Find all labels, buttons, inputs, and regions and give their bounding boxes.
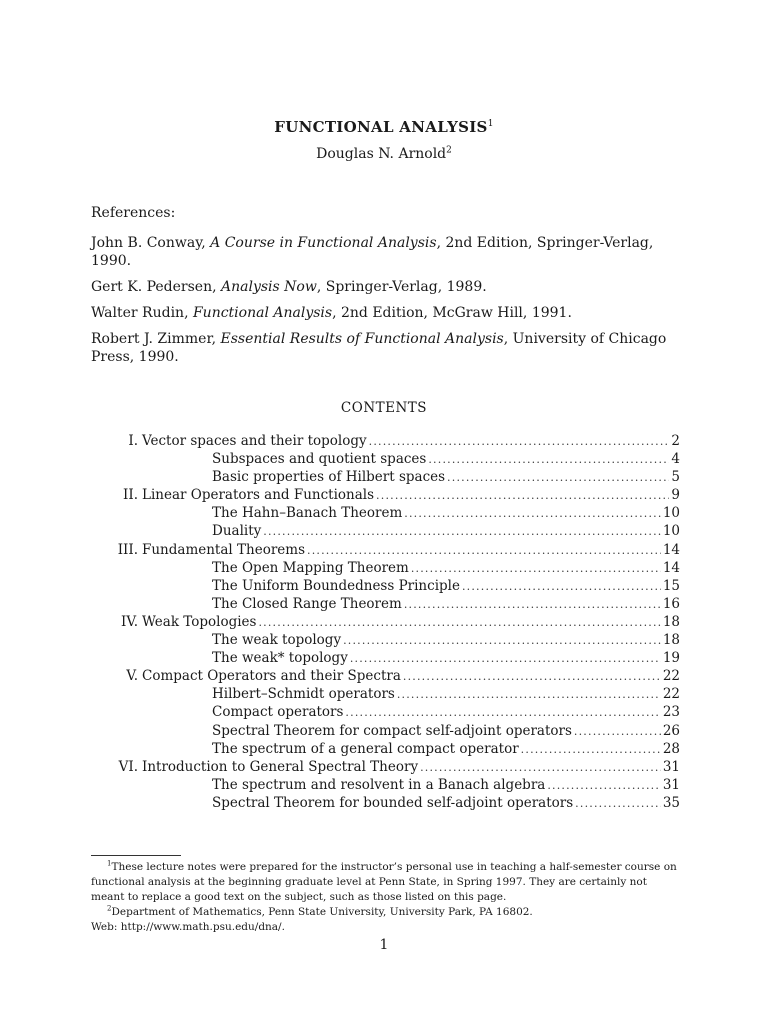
toc-leader-dots xyxy=(521,741,661,759)
toc-leader-dots xyxy=(397,686,661,704)
title-footnote-mark[interactable]: 1 xyxy=(487,119,494,129)
reference-item xyxy=(91,330,679,366)
toc-page-number: 18 xyxy=(662,632,680,649)
reference-author: John B. Conway, xyxy=(91,235,211,251)
reference-details: , University of Chicago Press, 1990. xyxy=(91,331,667,365)
toc-section-row[interactable] xyxy=(100,522,680,540)
toc-leader-dots xyxy=(574,723,661,741)
toc-leader-dots xyxy=(462,578,661,596)
reference-title: Functional Analysis xyxy=(192,305,333,321)
contents-heading: CONTENTS xyxy=(340,400,428,416)
title-text: FUNCTIONAL ANALYSIS xyxy=(274,118,488,136)
toc-leader-dots xyxy=(263,523,661,541)
toc-entry-title: The Closed Range Theorem xyxy=(212,595,402,612)
toc-page-number: 28 xyxy=(662,740,680,757)
reference-author: Walter Rudin, xyxy=(91,305,193,321)
toc-leader-dots xyxy=(350,650,661,668)
toc-section-row[interactable] xyxy=(100,685,680,703)
toc-entry-title: Duality xyxy=(212,523,262,540)
toc-page-number: 22 xyxy=(662,686,680,703)
toc-leader-dots xyxy=(404,505,661,523)
toc-entry-title: The Hahn–Banach Theorem xyxy=(212,505,403,522)
table-of-contents xyxy=(100,432,680,812)
toc-page-number: 22 xyxy=(662,668,680,685)
footnote-text: Department of Mathematics, Penn State University, University Park, PA 16802. xyxy=(111,906,533,918)
toc-section-row[interactable] xyxy=(100,450,680,468)
toc-section-row[interactable] xyxy=(100,703,680,721)
toc-chapter-row[interactable] xyxy=(100,541,680,559)
toc-entry-title: Subspaces and quotient spaces xyxy=(212,451,427,468)
references-heading: References: xyxy=(91,205,176,221)
toc-chapter-row[interactable] xyxy=(100,667,680,685)
footnote-mark: 2 xyxy=(107,904,112,913)
toc-page-number: 5 xyxy=(671,469,680,486)
toc-leader-dots xyxy=(575,795,661,813)
reference-item xyxy=(91,278,679,296)
toc-section-row[interactable] xyxy=(100,504,680,522)
toc-section-row[interactable] xyxy=(100,595,680,613)
toc-page-number: 15 xyxy=(662,577,680,594)
toc-leader-dots xyxy=(428,451,669,469)
toc-number: I. xyxy=(128,433,138,449)
toc-leader-dots xyxy=(411,560,661,578)
toc-entry-title: Fundamental Theorems xyxy=(142,541,306,558)
web-link[interactable]: Web: http://www.math.psu.edu/dna/. xyxy=(91,921,285,933)
footnote-rule xyxy=(91,855,181,856)
toc-chapter-row[interactable] xyxy=(100,613,680,631)
toc-page-number: 19 xyxy=(662,650,680,667)
footnote-2 xyxy=(91,905,681,920)
reference-details: , Springer-Verlag, 1989. xyxy=(316,279,487,295)
toc-leader-dots xyxy=(420,759,661,777)
toc-entry-title: The spectrum and resolvent in a Banach algebra xyxy=(212,776,546,793)
reference-details: , 2nd Edition, McGraw Hill, 1991. xyxy=(332,305,572,321)
toc-section-row[interactable] xyxy=(100,577,680,595)
toc-page-number: 10 xyxy=(662,523,680,540)
toc-entry-title: Compact Operators and their Spectra xyxy=(142,668,401,685)
toc-page-number: 16 xyxy=(662,595,680,612)
toc-number: IV. xyxy=(120,613,138,630)
toc-entry-title: Spectral Theorem for compact self-adjoint operators xyxy=(212,722,572,739)
toc-number: III. xyxy=(117,541,138,558)
toc-section-row[interactable] xyxy=(100,559,680,577)
reference-item xyxy=(91,304,679,322)
toc-number: II. xyxy=(123,487,138,504)
toc-entry-title: The spectrum of a general compact operator xyxy=(212,740,519,757)
toc-entry-title: Introduction to General Spectral Theory xyxy=(142,758,419,775)
reference-title: Analysis Now xyxy=(221,279,317,295)
document-title xyxy=(0,118,768,136)
toc-chapter-row[interactable] xyxy=(100,758,680,776)
toc-page-number: 2 xyxy=(671,433,680,449)
toc-leader-dots xyxy=(307,542,661,560)
toc-entry-title: The weak* topology xyxy=(212,650,348,667)
toc-number: VI. xyxy=(118,758,138,775)
toc-page-number: 35 xyxy=(662,794,680,811)
toc-leader-dots xyxy=(404,596,661,614)
references-section xyxy=(91,204,679,374)
toc-leader-dots xyxy=(345,704,660,722)
toc-leader-dots xyxy=(447,469,669,487)
toc-number: V. xyxy=(126,668,138,685)
toc-section-row[interactable] xyxy=(100,776,680,794)
author-name: Douglas N. Arnold xyxy=(316,146,447,162)
toc-entry-title: Weak Topologies xyxy=(142,613,257,630)
toc-chapter-row[interactable] xyxy=(100,486,680,504)
toc-page-number: 31 xyxy=(662,776,680,793)
reference-item xyxy=(91,234,679,270)
toc-entry-title: Basic properties of Hilbert spaces xyxy=(212,469,446,486)
toc-leader-dots xyxy=(258,614,660,632)
toc-page-number: 4 xyxy=(671,451,680,468)
toc-section-row[interactable] xyxy=(100,722,680,740)
reference-details: , 2nd Edition, Springer-Verlag, 1990. xyxy=(91,235,654,269)
reference-title: A Course in Functional Analysis xyxy=(210,235,437,251)
reference-author: Robert J. Zimmer, xyxy=(91,331,221,347)
reference-author: Gert K. Pedersen, xyxy=(91,279,221,295)
toc-section-row[interactable] xyxy=(100,631,680,649)
toc-leader-dots xyxy=(369,433,670,451)
toc-entry-title: The weak topology xyxy=(212,632,342,649)
toc-section-row[interactable] xyxy=(100,649,680,667)
toc-page-number: 14 xyxy=(662,541,680,558)
toc-leader-dots xyxy=(547,777,660,795)
toc-entry-title: Hilbert–Schmidt operators xyxy=(212,686,395,703)
toc-page-number: 31 xyxy=(662,758,680,775)
toc-page-number: 26 xyxy=(662,722,680,739)
footnote-text: These lecture notes were prepared for the instructor’s personal use in teaching a half-semester course on functional analysis at the beginning graduate level at Penn State, in Spring 1997. They are certainly not meant to replace a good text on the subject, such as those listed on this page. xyxy=(91,861,677,903)
toc-leader-dots xyxy=(403,668,661,686)
toc-page-number: 9 xyxy=(671,487,680,504)
toc-leader-dots xyxy=(343,632,661,650)
toc-page-number: 10 xyxy=(662,505,680,522)
toc-entry-title: Linear Operators and Functionals xyxy=(142,487,375,504)
reference-title: Essential Results of Functional Analysis xyxy=(220,331,504,347)
toc-page-number: 14 xyxy=(662,559,680,576)
toc-page-number: 18 xyxy=(662,613,680,630)
toc-page-number: 23 xyxy=(662,704,680,721)
page-number: 1 xyxy=(379,937,389,953)
footnote-1 xyxy=(91,860,681,905)
toc-chapter-row[interactable] xyxy=(100,432,680,450)
author-line xyxy=(0,146,768,162)
toc-entry-title: Vector spaces and their topology xyxy=(142,433,367,449)
footnote-mark: 1 xyxy=(107,859,112,868)
toc-section-row[interactable] xyxy=(100,740,680,758)
author-footnote-mark[interactable]: 2 xyxy=(446,145,452,156)
toc-leader-dots xyxy=(376,487,669,505)
toc-section-row[interactable] xyxy=(100,794,680,812)
footnotes xyxy=(91,860,681,935)
toc-entry-title: Spectral Theorem for bounded self-adjoint operators xyxy=(212,794,574,811)
toc-section-row[interactable] xyxy=(100,468,680,486)
toc-entry-title: Compact operators xyxy=(212,704,344,721)
toc-entry-title: The Uniform Boundedness Principle xyxy=(212,577,460,594)
toc-entry-title: The Open Mapping Theorem xyxy=(212,559,409,576)
